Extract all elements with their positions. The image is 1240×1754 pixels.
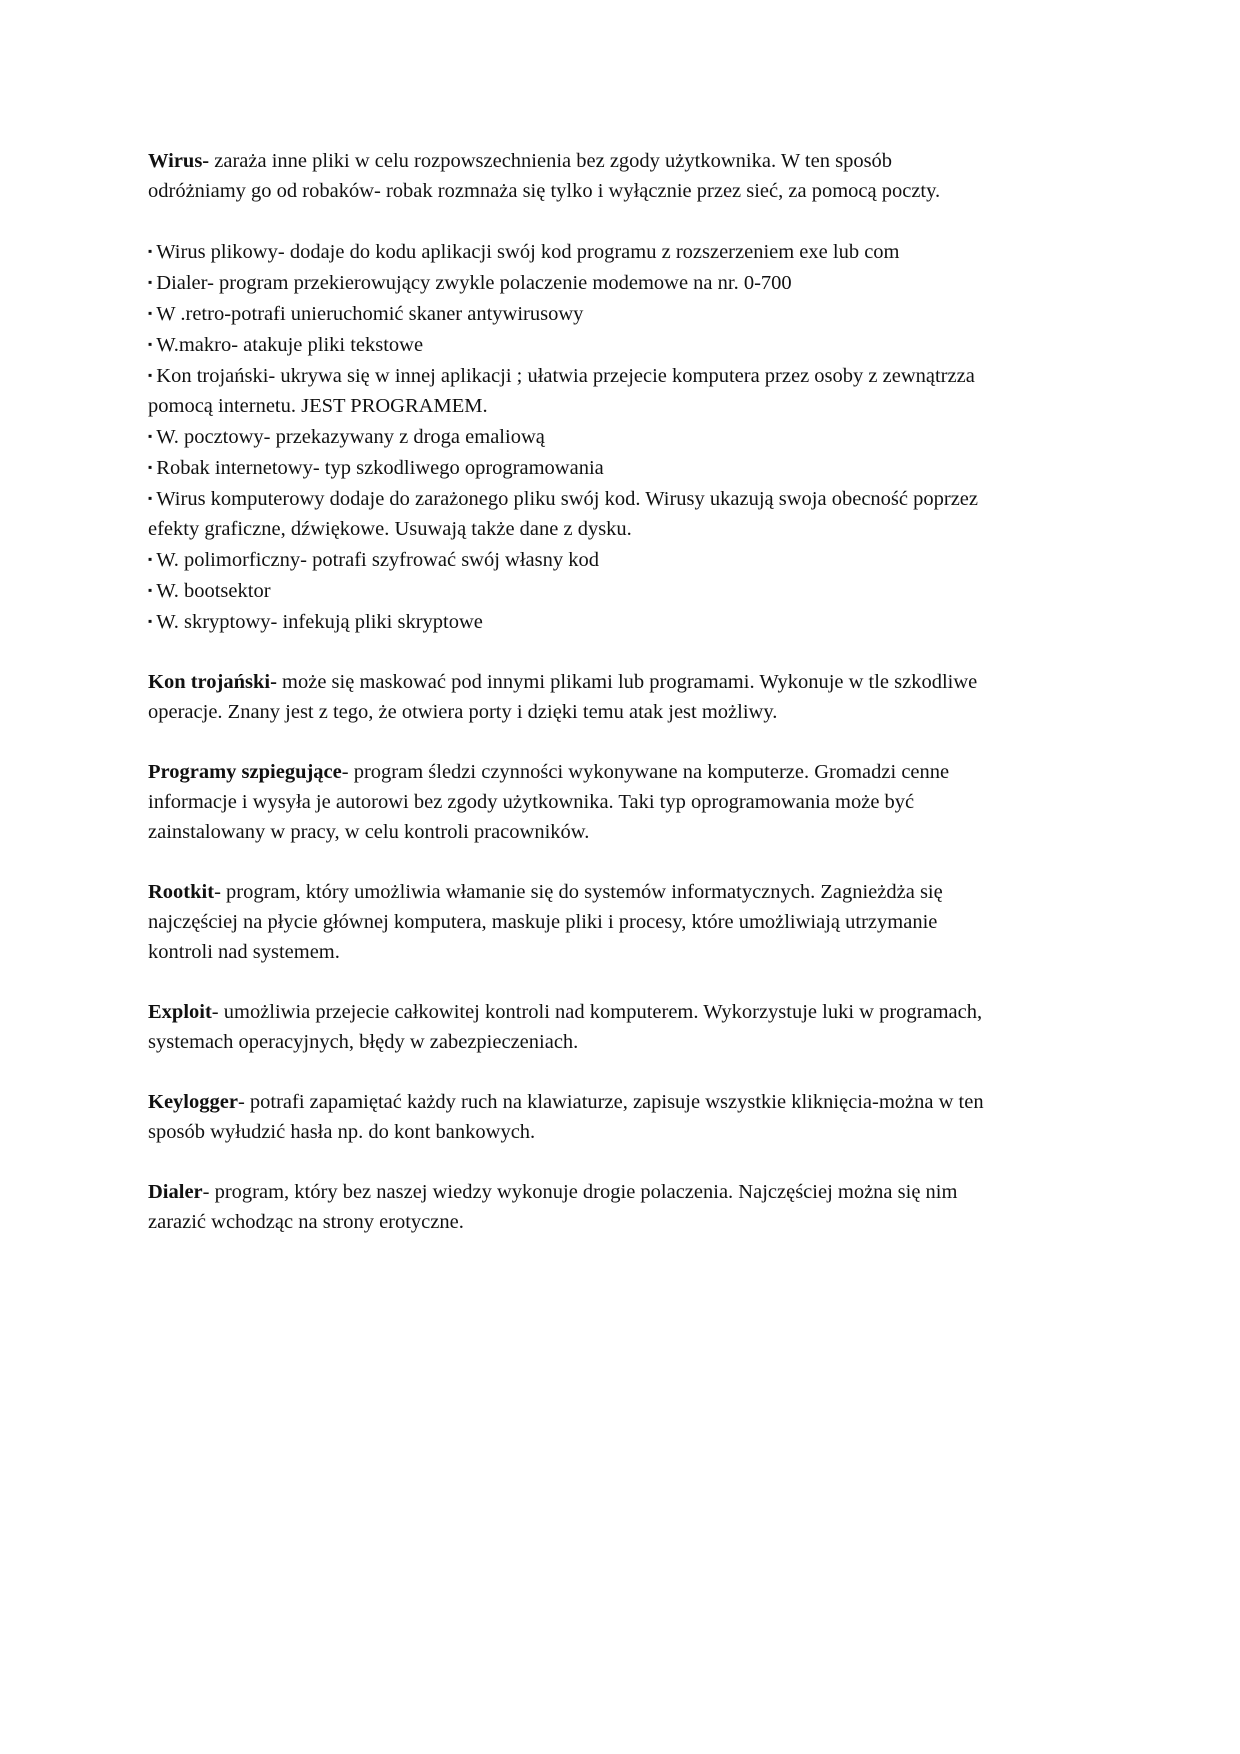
section-trojan (148, 667, 1088, 727)
bullet-square-icon: ▪ (148, 614, 153, 628)
section-text: systemach operacyjnych, błędy w zabezpieczeniach. (148, 1031, 579, 1053)
bullet-list (148, 236, 1088, 637)
spacer (148, 967, 1088, 997)
section-text: zarazić wchodząc na strony erotyczne. (148, 1211, 464, 1233)
section-term: Kon trojański- (148, 671, 277, 693)
bullet-item (148, 329, 1088, 360)
bullet-item (148, 267, 1088, 298)
spacer (148, 727, 1088, 757)
section-term: Exploit (148, 1001, 212, 1023)
bullet-item (148, 236, 1088, 267)
bullet-text: W. bootsektor (156, 580, 271, 602)
section-text: sposób wyłudzić hasła np. do kont bankowych. (148, 1121, 536, 1143)
bullet-square-icon: ▪ (148, 306, 153, 320)
intro-text: zaraża inne pliki w celu rozpowszechnienia bez zgody użytkownika. W ten sposób (209, 150, 893, 172)
bullet-square-icon: ▪ (148, 583, 153, 597)
bullet-text: W. polimorficzny- potrafi szyfrować swój własny kod (156, 549, 599, 571)
bullet-item (148, 360, 1088, 391)
section-keylogger (148, 1087, 1088, 1147)
intro-term: Wirus- (148, 150, 210, 172)
bullet-continuation: efekty graficzne, dźwiękowe. Usuwają także dane z dysku. (148, 518, 632, 540)
bullet-square-icon: ▪ (148, 460, 153, 474)
bullet-item (148, 606, 1088, 637)
bullet-text: W. pocztowy- przekazywany z droga emaliową (156, 426, 545, 448)
section-text: może się maskować pod innymi plikami lub programami. Wykonuje w tle szkodliwe (276, 671, 978, 693)
section-term: Rootkit (148, 881, 215, 903)
spacer (148, 847, 1088, 877)
bullet-square-icon: ▪ (148, 244, 153, 258)
bullet-text: Kon trojański- ukrywa się w innej aplikacji ; ułatwia przejecie komputera przez osoby z zewnątrzza (156, 365, 975, 387)
bullet-square-icon: ▪ (148, 429, 153, 443)
section-text: kontroli nad systemem. (148, 941, 340, 963)
spacer (148, 1147, 1088, 1177)
section-text: - potrafi zapamiętać każdy ruch na klawiaturze, zapisuje wszystkie kliknięcia-można w ten (237, 1091, 984, 1113)
section-spyware (148, 757, 1088, 847)
section-term: Programy szpiegujące (148, 761, 342, 783)
intro-line-2: odróżniamy go od robaków- robak rozmnaża się tylko i wyłącznie przez sieć, za pomocą poczty. (148, 180, 941, 202)
bullet-item (148, 452, 1088, 483)
section-text: - umożliwia przejecie całkowitej kontroli nad komputerem. Wykorzystuje luki w programach, (211, 1001, 983, 1023)
bullet-text: Robak internetowy- typ szkodliwego oprogramowania (156, 457, 604, 479)
bullet-item (148, 483, 1088, 514)
section-text: - program, który bez naszej wiedzy wykonuje drogie polaczenia. Najczęściej można się nim (202, 1181, 958, 1203)
bullet-square-icon: ▪ (148, 552, 153, 566)
bullet-text: Dialer- program przekierowujący zwykle polaczenie modemowe na nr. 0-700 (156, 272, 792, 294)
section-text: zainstalowany w pracy, w celu kontroli pracowników. (148, 821, 590, 843)
bullet-square-icon: ▪ (148, 275, 153, 289)
section-term: Keylogger (148, 1091, 238, 1113)
bullet-item (148, 544, 1088, 575)
section-text: informacje i wysyła je autorowi bez zgody użytkownika. Taki typ oprogramowania może być (148, 791, 915, 813)
bullet-item (148, 298, 1088, 329)
section-text: operacje. Znany jest z tego, że otwiera porty i dzięki temu atak jest możliwy. (148, 701, 778, 723)
bullet-item (148, 421, 1088, 452)
bullet-continuation: pomocą internetu. JEST PROGRAMEM. (148, 395, 488, 417)
spacer (148, 206, 1088, 236)
document-page (148, 146, 1088, 1237)
spacer (148, 1057, 1088, 1087)
intro-paragraph (148, 146, 1088, 206)
section-text: - program śledzi czynności wykonywane na komputerze. Gromadzi cenne (341, 761, 950, 783)
section-exploit (148, 997, 1088, 1057)
bullet-text: Wirus komputerowy dodaje do zarażonego pliku swój kod. Wirusy ukazują swoja obecność poprzez (156, 488, 978, 510)
section-rootkit (148, 877, 1088, 967)
section-text: najczęściej na płycie głównej komputera, maskuje pliki i procesy, które umożliwiają utrzymanie (148, 911, 938, 933)
spacer (148, 637, 1088, 667)
section-text: - program, który umożliwia włamanie się do systemów informatycznych. Zagnieżdża się (214, 881, 943, 903)
bullet-text: W. skryptowy- infekują pliki skryptowe (156, 611, 483, 633)
section-dialer (148, 1177, 1088, 1237)
section-term: Dialer (148, 1181, 203, 1203)
bullet-text: W .retro-potrafi unieruchomić skaner antywirusowy (156, 303, 584, 325)
bullet-text: W.makro- atakuje pliki tekstowe (156, 334, 424, 356)
bullet-text: Wirus plikowy- dodaje do kodu aplikacji swój kod programu z rozszerzeniem exe lub com (156, 241, 900, 263)
bullet-square-icon: ▪ (148, 337, 153, 351)
bullet-item (148, 575, 1088, 606)
bullet-square-icon: ▪ (148, 491, 153, 505)
intro-line-1 (148, 146, 1088, 176)
bullet-square-icon: ▪ (148, 368, 153, 382)
